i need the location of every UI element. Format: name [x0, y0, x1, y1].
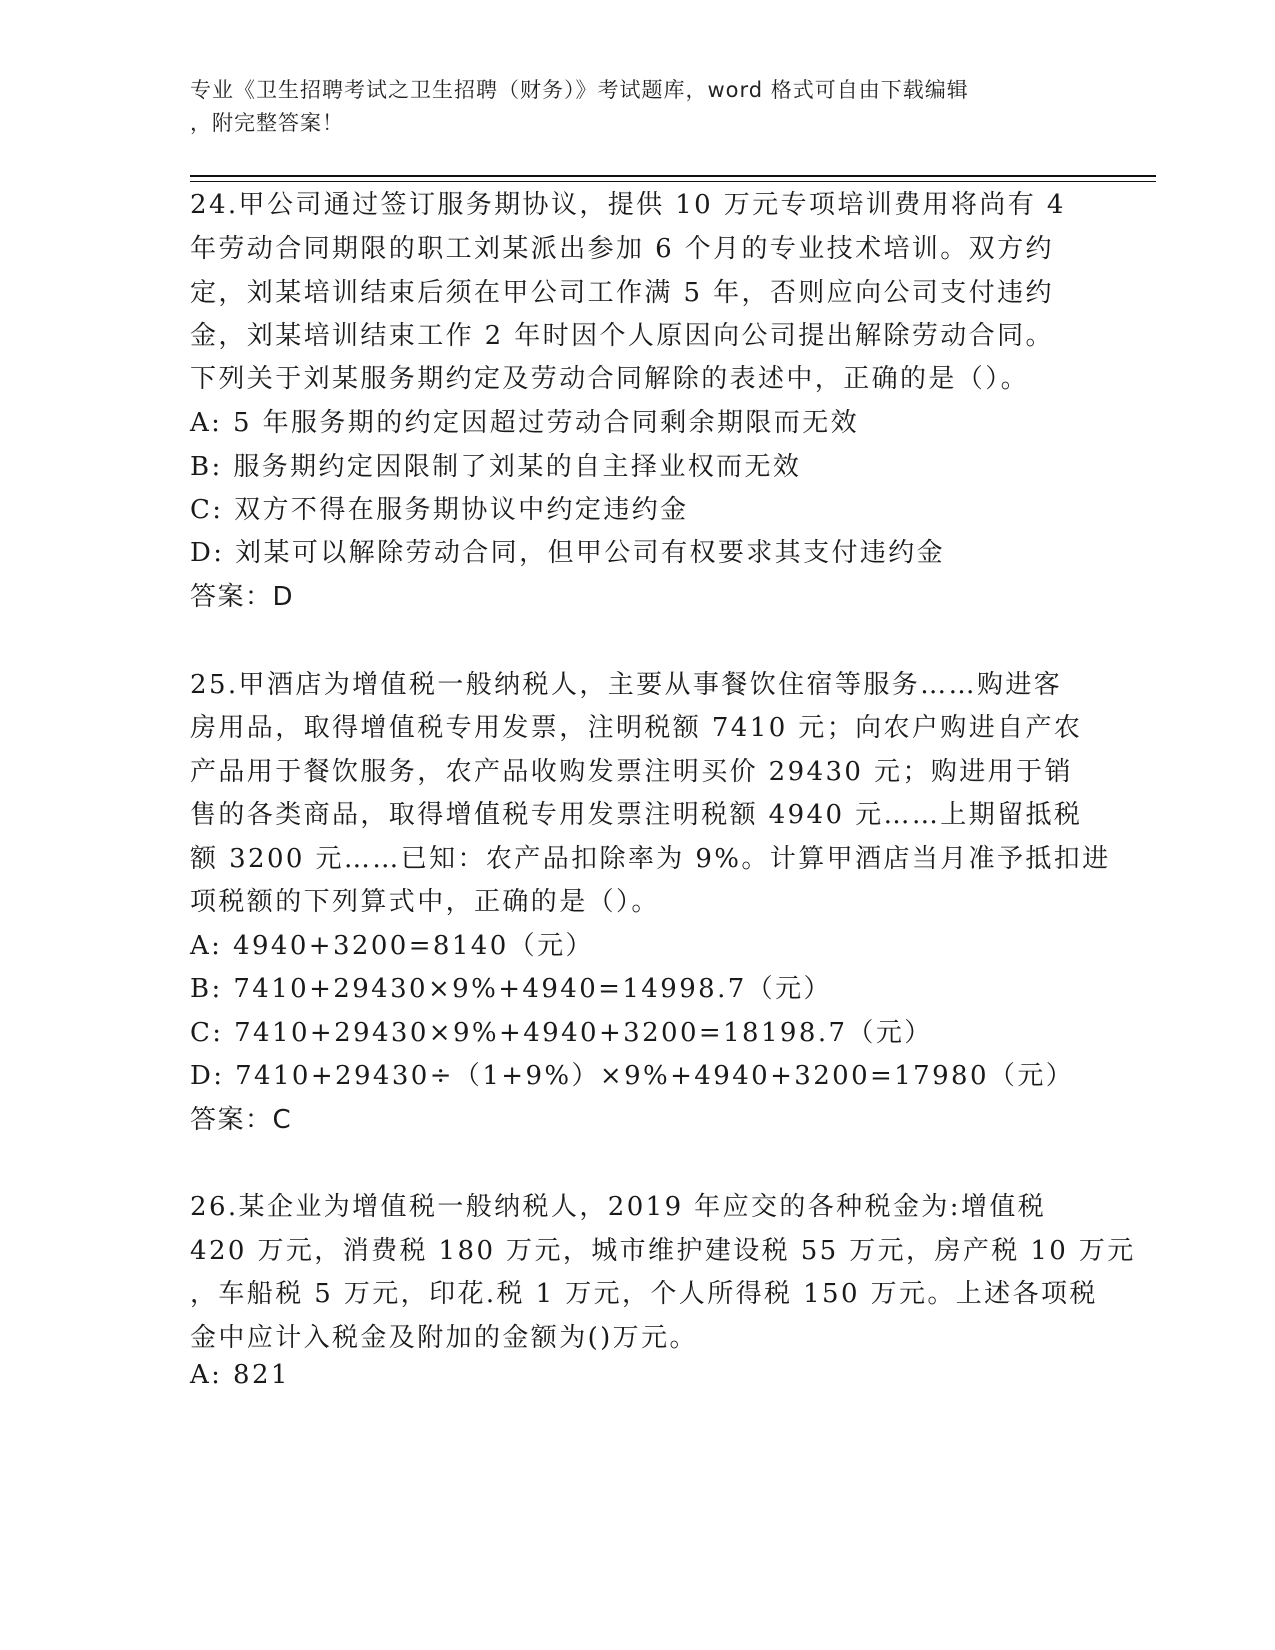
question-24-answer: 答案：D — [190, 582, 295, 612]
header-title-line-1: 专业《卫生招聘考试之卫生招聘（财务）》考试题库，word 格式可自由下载编辑 — [190, 78, 969, 102]
question-25-option-b: B: 7410+29430×9%+4940=14998.7（元） — [190, 974, 832, 1004]
header-divider-thick — [190, 175, 1156, 177]
question-25-option-c: C: 7410+29430×9%+4940+3200=18198.7（元） — [190, 1018, 933, 1048]
question-24-stem-line-5: 下列关于刘某服务期约定及劳动合同解除的表述中，正确的是（）。 — [190, 364, 1030, 394]
question-25-option-a: A: 4940+3200=8140（元） — [190, 931, 594, 961]
question-25-answer: 答案：C — [190, 1105, 293, 1135]
question-24-option-a: A: 5 年服务期的约定因超过劳动合同剩余期限而无效 — [190, 408, 860, 438]
question-25-option-d: D: 7410+29430÷（1+9%）×9%+4940+3200=17980（元） — [190, 1061, 1075, 1091]
question-24-option-c: C: 双方不得在服务期协议中约定违约金 — [190, 495, 689, 525]
question-24-option-b: B: 服务期约定因限制了刘某的自主择业权而无效 — [190, 452, 802, 482]
question-25-stem-line-4: 售的各类商品，取得增值税专用发票注明税额 4940 元……上期留抵税 — [190, 800, 1083, 830]
question-26-stem-line-2: 420 万元，消费税 180 万元，城市维护建设税 55 万元，房产税 10 万元 — [190, 1236, 1136, 1266]
header-title-line-2: ，附完整答案！ — [190, 111, 344, 135]
question-25-stem-line-5: 额 3200 元……已知：农产品扣除率为 9%。计算甲酒店当月准予抵扣进 — [190, 844, 1111, 874]
question-24-stem-line-3: 定，刘某培训结束后须在甲公司工作满 5 年，否则应向公司支付违约 — [190, 278, 1054, 308]
question-24-stem-line-1: 24.甲公司通过签订服务期协议，提供 10 万元专项培训费用将尚有 4 — [190, 190, 1066, 220]
question-25-stem-line-2: 房用品，取得增值税专用发票，注明税额 7410 元；向农户购进自产农 — [190, 713, 1083, 743]
header-divider-thin — [190, 181, 1156, 182]
question-24-stem-line-4: 金，刘某培训结束工作 2 年时因个人原因向公司提出解除劳动合同。 — [190, 321, 1054, 351]
question-26-stem-line-1: 26.某企业为增值税一般纳税人，2019 年应交的各种税金为:增值税 — [190, 1192, 1047, 1222]
document-header — [190, 74, 1090, 140]
question-25-stem-line-6: 项税额的下列算式中，正确的是（）。 — [190, 887, 660, 917]
question-26-option-a: A: 821 — [190, 1360, 290, 1390]
question-24-stem-line-2: 年劳动合同期限的职工刘某派出参加 6 个月的专业技术培训。双方约 — [190, 234, 1054, 264]
question-25-stem-line-1: 25.甲酒店为增值税一般纳税人，主要从事餐饮住宿等服务……购进客 — [190, 670, 1063, 700]
question-24-option-d: D: 刘某可以解除劳动合同，但甲公司有权要求其支付违约金 — [190, 538, 946, 568]
question-26-stem-line-4: 金中应计入税金及附加的金额为()万元。 — [190, 1323, 698, 1353]
question-26-stem-line-3: ，车船税 5 万元，印花.税 1 万元，个人所得税 150 万元。上述各项税 — [190, 1279, 1098, 1309]
question-25-stem-line-3: 产品用于餐饮服务，农产品收购发票注明买价 29430 元；购进用于销 — [190, 757, 1073, 787]
